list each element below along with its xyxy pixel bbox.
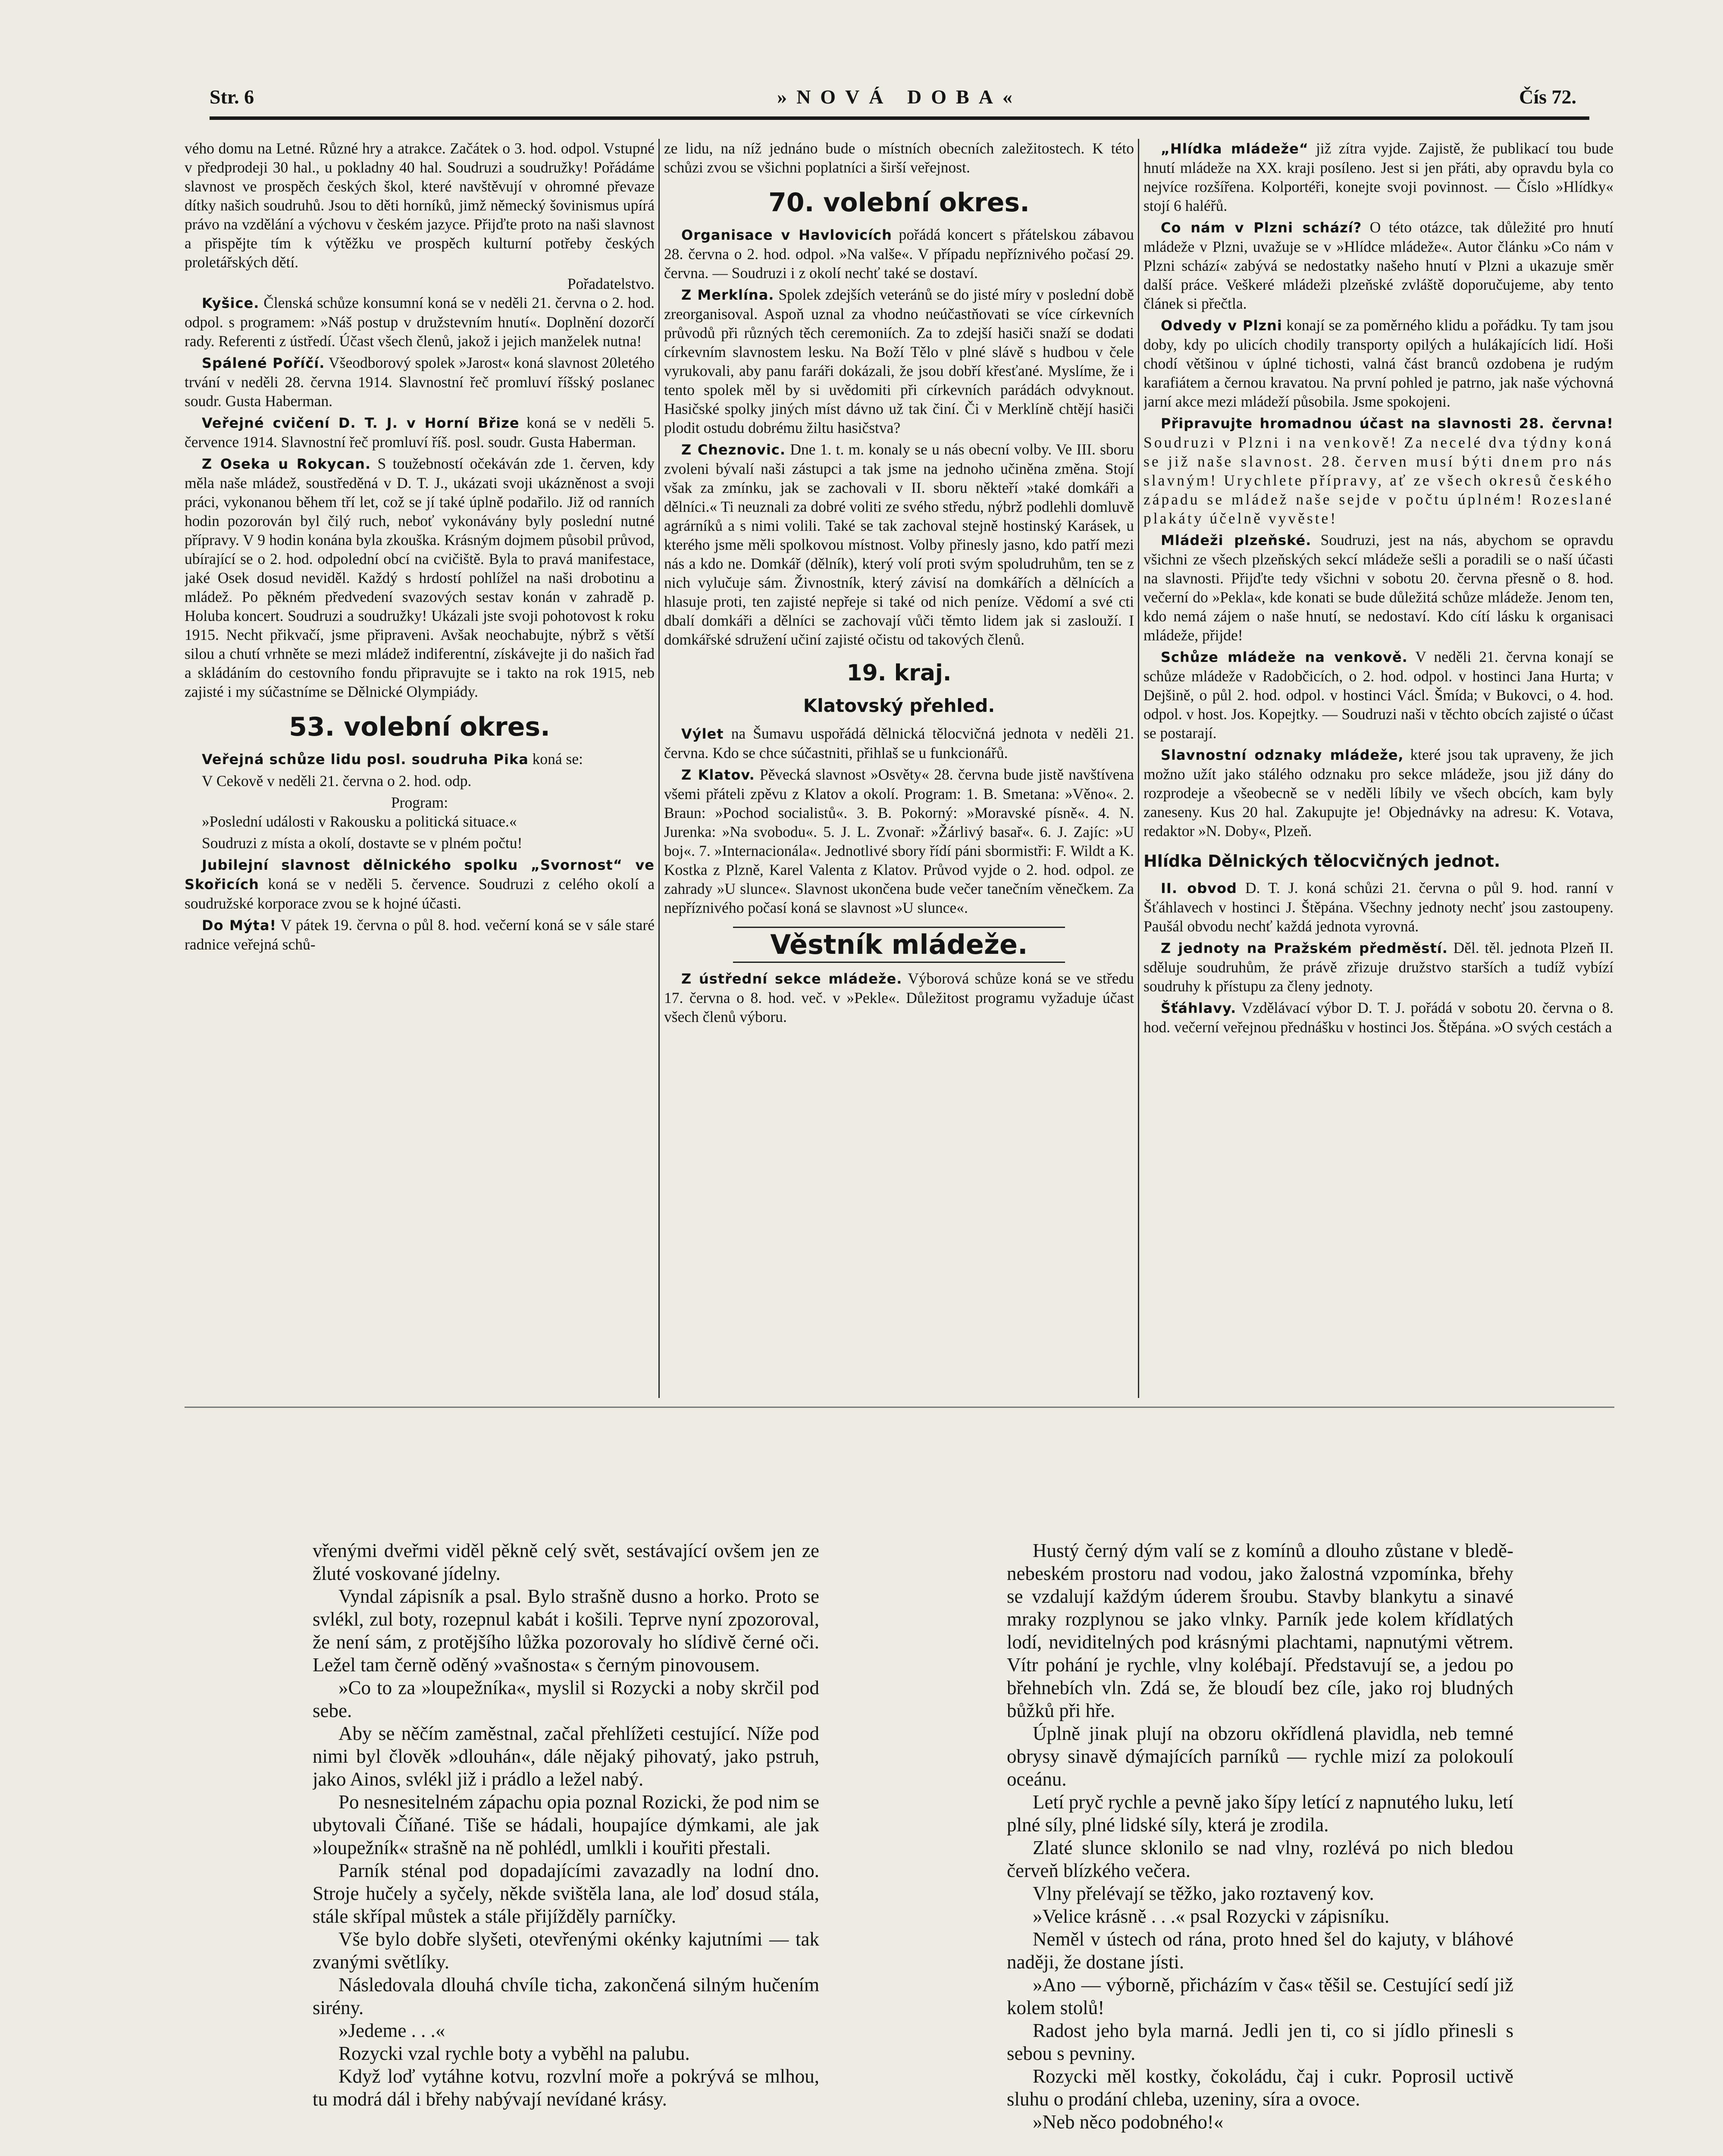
article-lead: Co nám v Plzni schází?	[1161, 219, 1362, 236]
article-chezn	[664, 440, 1134, 649]
story-paragraph: Po nesnesitelném zápachu opia poznal Rozicki, že pod nim se ubytovali Číňané. Tiše se hádali, houpajíce dýmkami, ale jak »loupežník« strašně na ně pohlédl, umlkli i kouřiti přestali.	[313, 1791, 819, 1858]
article-pripravujte	[1143, 414, 1613, 528]
article-lead: Organisace v Havlovicích	[681, 227, 892, 243]
article-mladezi	[1143, 530, 1613, 645]
column-2	[664, 139, 1134, 1402]
issue-number: Čís 72.	[1519, 86, 1576, 108]
story-paragraph: Rozycki vzal rychle boty a vyběhl na palubu.	[338, 2043, 690, 2064]
article-lead: Do Mýta!	[202, 917, 277, 934]
story-paragraph: »Ano — výborně, přicházím v čas« těšil se. Cestující sedí již kolem stolů!	[1007, 1974, 1513, 2018]
article-text: pořádá koncert s přátelskou zábavou 28. června o 2. hod. odpol. »Na valše«. V případu nepříznivého počasí 29. června. — Soudruzi i z okolí nechť také se dostaví.	[664, 226, 1134, 282]
article-text: Výborová schůze koná se ve středu 17. června o 8. hod. več. v »Pekle«. Důležitost programu vyžaduje účast všech členů výboru.	[664, 970, 1134, 1025]
story-paragraph: Neměl v ústech od rána, proto hned šel do kajuty, v bláhové naději, že dostane jísti.	[1007, 1928, 1513, 1973]
article-lead: Slavnostní odznaky mládeže,	[1161, 747, 1404, 763]
program-label: Program:	[391, 794, 448, 811]
region-heading: 19. kraj.	[846, 660, 952, 686]
article-lead: Z Klatov.	[681, 767, 755, 783]
article-text: Děl. těl. jednota Plzeň II. sděluje soudruhům, že právě zřizuje družstvo starších a tudíž vybízí soudruhy k přístupu za členy jednoty.	[1143, 939, 1613, 995]
story-paragraph: Hustý černý dým valí se z komínů a dlouho zůstane v bledě-nebeském prostoru nad vodou, jako žalostná vzpomínka, břehy se vzdalují každým úderem šroubu. Stavby blankytu a sinavé mraky rozplynou se jako vlnky. Parník jede kolem křídlatých lodí, neviditelných pod krásnými plachtami, napnutými větrem. Vítr pohání je rychle, vlny kolébají. Představují se, a jedou po břehnebích vln. Zdá se, že bloudí bez cíle, jako roj bludných bůžků při hře.	[1007, 1540, 1513, 1721]
article-verejne	[185, 413, 655, 451]
story-paragraph: Aby se něčím zaměstnal, začal přehlížeti cestující. Níže pod nimi byl člověk »dlouhán«, dále nějaký pihovatý, jako pstruh, jako Ainos, svlékl již i prádlo a ležel nabý.	[313, 1723, 819, 1790]
article-spalene	[185, 353, 655, 411]
article-lead: Kyšice.	[202, 295, 260, 311]
article-kysice	[185, 293, 655, 351]
story-paragraph: Letí pryč rychle a pevně jako šípy letící z napnutého luku, letí plné síly, plné lidské síly, která je zrodila.	[1007, 1791, 1513, 1836]
column-1	[185, 139, 655, 1402]
story-paragraph: Když loď vytáhne kotvu, rozvlní moře a pokrývá se mlhou, tu modrá dál i břehy nabývají nevídané krásy.	[313, 2065, 819, 2110]
article-text: Pěvecká slavnost »Osvěty« 28. června bude jistě navštívena všemi přáteli zpěvu z Klatov a okolí. Program: 1. B. Smetana: »Věno«. 2. Braun: »Pochod socialistů«. 3. B. Pokorný: »Moravské písně«. 4. N. Jurenka: »Na svobodu«. 5. J. L. Zvonař: »Žárlivý basař«. 6. J. Zajíc: »U boj«. 7. »Internacionála«. Jednotlivé sbory řídí páni sbormistři: F. Wildt a K. Kostka z Plzně, Karel Valenta z Klatov. Průvod vyjde o 2. hod. odpol. ze zahrady »U slunce«. Slavnost ukončena bude večer tanečním věnečkem. Za nepříznivého počasí koná se slavnost »U slunce«.	[664, 766, 1134, 916]
section-divider	[185, 1407, 1614, 1408]
article-hlidka	[1143, 139, 1613, 215]
story-paragraph: »Co to za »loupežníka«, myslil si Rozycki a noby skrčil pod sebe.	[313, 1677, 819, 1721]
article-text: již zítra vyjde. Zajistě, že publikací tou bude hnutí mládeže na XX. kraji posíleno. Jest si jen přáti, aby opravdu byla co nejvíce rozšířena. Kolportéři, konejte svoji povinnost. — Číslo »Hlídky« stojí 6 haléřů.	[1143, 140, 1613, 214]
story-paragraph: Zlaté slunce sklonilo se nad vlny, rozlévá po nich bledou červeň blízkého večera.	[1007, 1837, 1513, 1881]
story-paragraph: »Jedeme . . .«	[338, 2020, 445, 2041]
article-lead: Odvedy v Plzni	[1161, 317, 1282, 334]
program-item: »Poslední události v Rakousku a politická situace.«	[202, 813, 517, 830]
story-paragraph: Vše bylo dobře slyšeti, otevřenými okénky kajutními — tak zvanými světlíky.	[313, 1928, 819, 1973]
article-lead: „Hlídka mládeže“	[1161, 141, 1309, 157]
article-text: S toužebností očekáván zde 1. červen, kdy měla naše mládež, soustředěná v D. T. J., ukázati svoji ukázněnost a svoji práci, vykonanou během tří let, což se jí také úplně podařilo. Již od ranních hodin pozorován byl čilý ruch, neboť vykonávány byly poslední nutné přípravy. V 9 hodin konána byla zkouška. Krásným dojmem působil průvod, ubírající se o 2. hod. odpolední obcí na cvičiště. Byla to pravá manifestace, jaké Osek dosud neviděl. Každý s hrdostí pohlížel na naši drobotinu a mládež. Po pěkném předvedení svazových sestav konán v zahradě p. Holuba koncert. Soudruzi a soudružky! Ukázali jste svoji pohotovost k roku 1915. Necht přikvačí, jsme připraveni. Avšak neochabujte, nýbrž s větší silou a chutí vrhněte se mezi mládež indiferentní, získávejte ji do našich řad a skládáním do cestovního fondu připravujte se i takto na rok 1915, neb zajisté i my súčastníme se Dělnické Olympiády.	[185, 455, 655, 700]
article-merklin	[664, 285, 1134, 437]
page-label: Str. 6	[210, 86, 254, 108]
article-text: Spolek zdejších veteránů se do jisté míry v poslední době zreorganisoval. Aspoň uznal za vhodno neúčastňovati se více církevních průvodů při různých těch ceremoniích. Za to zdejší hasiči snaží se dodati církevním slavnostem lesku. Na Boží Tělo v plné slávě s hudbou v čele vyrukovali, aby panu faráři dokázali, že jsou dobří křesťané. Myslíme, že i tento spolek měl by si uvědomiti při církevních parádách odvyknout. Hasičské spolky jiných míst dávno už tak činí. Či v Merklíně chtějí hasiči plodit ostudu dobrému žiltu hasičstva?	[664, 286, 1134, 436]
article-lead: Schůze mládeže na venkově.	[1161, 649, 1408, 665]
article-text: které jsou tak upraveny, že jich možno užít jako stálého odznaku pro sekce mládeže, jsou již dány do rozprodeje a všeobecně se v neděli líbily ve všech obcích, kam byly zaneseny. Kus 20 hal. Zakupujte je! Objednávky na adresu: K. Votava, redaktor »N. Doby«, Plzeň.	[1143, 746, 1613, 840]
article-lead: II. obvod	[1161, 880, 1237, 896]
article-lead: Mládeži plzeňské.	[1161, 532, 1312, 548]
article-co	[1143, 218, 1613, 313]
article-text: Soudruzi, jest na nás, abychom se opravdu všichni ze všech plzeňských sekcí mládeže sešli a poradili se o naší účasti na slavnosti. Přijďte tedy všichni v sobotu 20. června přesně o 8. hod. večerní do »Pekla«, kde konati se bude důležitá schůze mládeže. Jenom ten, kdo nemá zájem o naše hnutí, se nedostaví. Kdo cítí lásku k organisaci mládeže, přijde!	[1143, 531, 1613, 644]
section-heading: Věstník mládeže.	[733, 927, 1065, 963]
story-paragraph: Vlny přelévají se těžko, jako roztavený kov.	[1033, 1883, 1374, 1904]
article-text: Soudruzi z místa a okolí, dostavte se v plném počtu!	[202, 834, 523, 852]
article-text: D. T. J. koná schůzi 21. června o půl 9. hod. ranní v Šťáhlavech v hostinci J. Štěpána. Všechny jednoty nechť jsou zastoupeny. Paušál obvodu nechť každá jednota vyrovná.	[1143, 879, 1613, 935]
article-lead: Veřejná schůze lidu posl. soudruha Pika	[202, 751, 529, 768]
article-text: Členská schůze konsumní koná se v neděli 21. června o 2. hod. odpol. s programem: »Náš postup v družstevním hnutí«. Doplnění dozorčí rady. Referenti z ústředí. Účast všech členů, jakož i jejich manželek nutna!	[185, 294, 655, 350]
article-myto	[185, 915, 655, 954]
article-text: V pátek 19. června o půl 8. hod. večerní koná se v sále staré radnice veřejná schů-	[185, 916, 655, 953]
article-lead: Z Merklína.	[681, 287, 774, 303]
article-lead: Z jednoty na Pražském předměstí.	[1161, 940, 1448, 956]
article-lead: Z Cheznovic.	[681, 442, 786, 458]
section-heading: Hlídka Dělnických tělocvičných jednot.	[1143, 852, 1501, 871]
article-lead: Výlet	[681, 726, 724, 742]
page-header	[210, 82, 1589, 120]
article-lead: Z Oseka u Rokycan.	[202, 456, 371, 472]
column-3	[1143, 139, 1613, 1402]
article-text: Soudruzi v Plzni i na venkově! Za necelé dva týdny koná se již naše slavnost. 28. červen musí býti dnem pro nás slavným! Urychlete přípravy, ať ze všech okresů českého západu se mládež naše sejde v počtu úplném! Rozeslané plakáty účelně vyvěste!	[1143, 434, 1613, 527]
article-text: koná se v neděli 5. července 1914. Slavnostní řeč promluví říš. posl. soudr. Gusta Haberman.	[185, 414, 655, 451]
article-lead: Připravujte hromadnou účast na slavnosti 28. června!	[1161, 415, 1613, 432]
article-lead: Z ústřední sekce mládeže.	[681, 971, 902, 987]
article-ustredni	[664, 969, 1134, 1026]
story-paragraph: Parník sténal pod dopadajícími zavazadly na lodní dno. Stroje hučely a syčely, někde svištěla lana, ale loď dosud stála, stále skřípal můstek a stále přijížděly parníčky.	[313, 1860, 819, 1927]
article-lead: Veřejné cvičení D. T. J. v Horní Břize	[202, 415, 520, 431]
article-osek	[185, 454, 655, 701]
article-text: ze lidu, na níž jednáno bude o místních obecních zaležitostech. K této schůzi zvou se všichni poplatníci a širší veřejnost.	[664, 140, 1134, 176]
article-text: na Šumavu uspořádá dělnická tělocvičná jednota v neděli 21. června. Kdo se chce súčastniti, přihlaš se u funkcionářů.	[664, 725, 1134, 761]
article-obvod	[1143, 878, 1613, 936]
article-text: konají se za poměrného klidu a pořádku. Ty tam jsou doby, kdy po ulicích chodily transporty opilých a hulákajících lidí. Hoši chodí většinou v úplné tichosti, valná část branců ozdobena je rudým karafiátem a černou kravatou. Na první pohled je patrno, jak naše výchovná jarní akce mezi mládeží působila. Jsme spokojeni.	[1143, 317, 1613, 410]
article-lead: Jubilejní slavnost dělnického spolku „Svornost“ ve Skořicích	[185, 857, 655, 893]
story-paragraph: Následovala dlouhá chvíle ticha, zakončená silným hučením sirény.	[313, 1974, 819, 2018]
story-paragraph: Úplně jinak plují na obzoru okřídlená plavidla, neb temné obrysy sinavě dýmajících parníků — rychle mizí za polokoulí oceánu.	[1007, 1723, 1513, 1790]
article-text: V neděli 21. června konají se schůze mládeže v Radobčicích, o 2. hod. odpol. v hostinci Jana Hurta; v Dejšině, o půl 2. hod. odpol. v hostinci Václ. Šmída; v Bukovci, o 4. hod. odpol. v host. Jos. Kopejtky. — Soudruzi naši v těchto obcích zajisté o účast se postarají.	[1143, 648, 1613, 742]
article-text: koná se:	[528, 750, 583, 768]
story-paragraph: Vyndal zápisník a psal. Bylo strašně dusno a horko. Proto se svlékl, zul boty, rozepnul kabát i košili. Teprve nyní zpozoroval, že není sám, z protějšího lůžka pozorovaly ho slídivě černé oči. Ležel tam černě oděný »vašnosta« s černým pinovousem.	[313, 1586, 819, 1676]
article-odznaky	[1143, 745, 1613, 840]
article-lead: Spálené Poříčí.	[202, 355, 325, 371]
article-text: Vzdělávací výbor D. T. J. pořádá v sobotu 20. června o 8. hod. večerní veřejnou přednášku v hostinci Jos. Štěpána. »O svých cestách a	[1143, 999, 1613, 1036]
column-rule	[658, 139, 660, 1398]
story-paragraph: »Neb něco podobného!«	[1033, 2111, 1224, 2133]
article-text: O této otázce, tak důležité pro hnutí mládeže v Plzni, uvažuje se v »Hlídce mládeže«. Autor článku »Co nám v Plzni schází« zabývá se nedostatky našeho hnutí v Plzni a ukazuje směr další práce. Veškeré mládeži plzeňské zvláště doporučujeme, aby tento článek si přečtla.	[1143, 219, 1613, 312]
section-heading: 53. volební okres.	[289, 712, 550, 742]
story-left-page	[313, 1539, 819, 2156]
article-text: Dne 1. t. m. konaly se u nás obecní volby. Ve III. sboru zvoleni bývalí naši zástupci a tak jsme na jednoho učiněna změna. Stojí však za zmínku, jak se zachovali v II. sboru někteří »také domkáři a dělníci.« Ti neuznali za dobré voliti ze svého středu, nýbrž podlehli domluvě agrárníků a s nimi volili. Také se tak zachoval stejně hostinský Karásek, u kterého jsme měli spolkovou místnost. Volby přinesly jasno, kdo patří mezi nás a kdo ne. Domkář (dělník), který volí proti svým spoludruhům, ten se z nich vylučuje sám. Živnostník, který závisí na domkářích a dělnících a hlasuje proti, ten zajisté nepřeje si také od nich peníze. Vědomí a své cti dbalí domkáři a dělníci se zachovají vůči těmto lidem jak si zaslouží. I domkářské sdružení učiní zajisté očistu od takových členů.	[664, 441, 1134, 648]
story-right-page	[1007, 1539, 1513, 2156]
article-pika	[185, 749, 655, 769]
article-text: koná se v neděli 5. července. Soudruzi z celého okolí a soudružské korporace zvou se k hojné účasti.	[185, 875, 655, 912]
article-schuze	[1143, 647, 1613, 743]
subsection-heading: Klatovský přehled.	[803, 695, 995, 716]
article-vylet	[664, 724, 1134, 762]
signature: Pořadatelstvo.	[567, 275, 655, 292]
story-paragraph: Radost jeho byla marná. Jedli jen ti, co si jídlo přinesli s sebou s pevniny.	[1007, 2020, 1513, 2064]
column-rule	[1138, 139, 1139, 1398]
article-jednoty	[1143, 938, 1613, 996]
article-stahlavy	[1143, 998, 1613, 1037]
article-text: vého domu na Letné. Různé hry a atrakce. Začátek o 3. hod. odpol. Vstupné v předprodeji 30 hal., u pokladny 40 hal. Soudruzi a soudružky! Pořádáme slavnost ve prospěch českých škol, které navštěvují v ohromné převaze dítky našich soudruhů. Jsou to děti horníků, jimž německý šovinismus upírá právo na vzdělání a výchovu v českém jazyce. Přijďte proto na naši slavnost a přispějte tím k výtěžku ve prospěch kulturní potřeby českých proletářských dětí.	[185, 140, 655, 271]
article-text: Všeodborový spolek »Jarost« koná slavnost 20letého trvání v neděli 28. června 1914. Slavnostní řeč promluví říšský poslanec soudr. Gusta Haberman.	[185, 354, 655, 410]
article-odvedy	[1143, 316, 1613, 411]
story-paragraph: Rozycki měl kostky, čokoládu, čaj i cukr. Poprosil uctivě sluhu o prodání chleba, uzeniny, síra a ovoce.	[1007, 2065, 1513, 2110]
article-klatov	[664, 765, 1134, 917]
article-lead: Šťáhlavy.	[1161, 1000, 1237, 1016]
section-heading: 70. volební okres.	[768, 188, 1030, 218]
story-paragraph: vřenými dveřmi viděl pěkně celý svět, sestávající ovšem jen ze žluté voskované jídelny.	[313, 1540, 819, 1584]
paper-title: »NOVÁ DOBA«	[777, 86, 1022, 108]
meeting-place: V Cekově v neděli 21. června o 2. hod. odp.	[202, 772, 472, 790]
article-jubilejni	[185, 855, 655, 913]
story-paragraph: »Velice krásně . . .« psal Rozycki v zápisníku.	[1033, 1905, 1390, 1927]
article-org	[664, 225, 1134, 282]
